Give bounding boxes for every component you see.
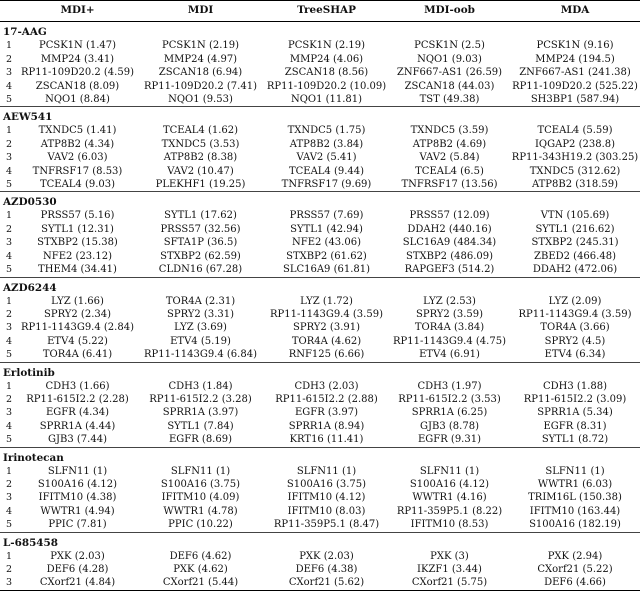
cell-mdi-oob: TCEAL4 (6.5) bbox=[415, 165, 484, 177]
cell-treeshap: ZSCAN18 (8.56) bbox=[284, 67, 369, 79]
cell-treeshap: SPRR1A (8.94) bbox=[288, 420, 365, 432]
cell-rank: 4 bbox=[5, 80, 13, 92]
cell-rank: 1 bbox=[5, 550, 13, 562]
cell-rank: 4 bbox=[5, 165, 13, 177]
cell-treeshap: MMP24 (4.06) bbox=[289, 53, 364, 65]
header-mdi-plus: MDI+ bbox=[18, 1, 137, 22]
cell-treeshap: IFITM10 (8.03) bbox=[287, 505, 366, 517]
cell-mdi: CLDN16 (67.28) bbox=[158, 264, 243, 276]
header-treeshap: TreeSHAP bbox=[264, 1, 389, 22]
cell-treeshap: ATP8B2 (3.84) bbox=[289, 138, 364, 150]
cell-mdi-oob: SPRR1A (6.25) bbox=[411, 407, 488, 419]
cell-rank: 1 bbox=[5, 125, 13, 137]
cell-treeshap: RNF125 (6.66) bbox=[288, 349, 365, 361]
cell-mdi: RP11-615I2.2 (3.28) bbox=[149, 393, 252, 405]
cell-mdi: TOR4A (2.31) bbox=[165, 295, 236, 307]
table-row bbox=[0, 308, 640, 321]
cell-mdi-oob: IKZF1 (3.44) bbox=[417, 564, 482, 575]
cell-treeshap: PRSS57 (7.69) bbox=[289, 210, 364, 222]
cell-rank: 2 bbox=[5, 53, 13, 65]
cell-mda: PXK (2.94) bbox=[547, 550, 603, 562]
cell-mdi: VAV2 (10.47) bbox=[167, 165, 234, 177]
cell-mdi-plus: S100A16 (4.12) bbox=[37, 478, 118, 490]
cell-rank: 5 bbox=[5, 179, 13, 191]
cell-mdi-plus: TCEAL4 (9.03) bbox=[39, 179, 116, 191]
group-label: Erlotinib bbox=[0, 362, 640, 380]
group-header-row bbox=[0, 192, 640, 210]
cell-mdi-plus: LYZ (1.66) bbox=[51, 295, 104, 307]
cell-treeshap: PCSK1N (2.19) bbox=[287, 40, 366, 52]
cell-mdi: SLFN11 (1) bbox=[170, 465, 231, 477]
cell-mdi-oob: TNFRSF17 (13.56) bbox=[401, 179, 498, 191]
header-mda: MDA bbox=[510, 1, 640, 22]
cell-rank: 3 bbox=[0, 576, 18, 590]
table-row bbox=[0, 576, 640, 590]
cell-mdi-oob: SLFN11 (1) bbox=[419, 465, 480, 477]
cell-rank: 1 bbox=[5, 210, 13, 222]
cell-mdi-oob: RP11-615I2.2 (3.53) bbox=[398, 393, 501, 405]
table-row bbox=[0, 209, 640, 222]
cell-mdi-plus: SPRY2 (2.34) bbox=[43, 308, 111, 320]
cell-mda: EGFR (8.31) bbox=[543, 420, 607, 432]
table-row bbox=[0, 151, 640, 164]
cell-treeshap: RP11-615I2.2 (2.88) bbox=[275, 393, 378, 405]
cell-mda: RP11-615I2.2 (3.09) bbox=[523, 393, 627, 405]
cell-mdi: PRSS57 (32.56) bbox=[160, 223, 241, 235]
cell-mdi: PXK (4.62) bbox=[173, 564, 228, 575]
cell-treeshap: SLC16A9 (61.81) bbox=[282, 264, 371, 276]
cell-mdi-oob: CDH3 (1.97) bbox=[417, 380, 482, 392]
cell-mdi-plus: CXorf21 (4.84) bbox=[18, 576, 137, 590]
cell-mda: CDH3 (1.88) bbox=[543, 380, 607, 392]
cell-mdi-plus: TOR4A (6.41) bbox=[42, 349, 113, 361]
cell-mda: VTN (105.69) bbox=[540, 210, 610, 222]
cell-mdi: ATP8B2 (8.38) bbox=[163, 152, 238, 164]
cell-treeshap: LYZ (1.72) bbox=[300, 295, 353, 307]
cell-rank: 4 bbox=[5, 505, 13, 517]
cell-mdi: SPRY2 (3.31) bbox=[166, 308, 234, 320]
table-row bbox=[0, 165, 640, 178]
cell-rank: 5 bbox=[5, 264, 13, 276]
cell-treeshap: DEF6 (4.38) bbox=[295, 564, 358, 575]
cell-treeshap: STXBP2 (61.62) bbox=[286, 250, 367, 262]
cell-rank: 4 bbox=[5, 250, 13, 262]
cell-mda: PCSK1N (9.16) bbox=[536, 40, 614, 52]
cell-mdi-plus: ETV4 (5.22) bbox=[47, 335, 108, 347]
table-row bbox=[0, 550, 640, 563]
cell-rank: 5 bbox=[5, 519, 13, 531]
cell-mda: SYTL1 (216.62) bbox=[535, 223, 615, 235]
cell-mdi-plus: NFE2 (23.12) bbox=[43, 250, 112, 262]
cell-mdi: DEF6 (4.62) bbox=[169, 550, 232, 562]
cell-mdi: ETV4 (5.19) bbox=[170, 335, 231, 347]
cell-treeshap: TXNDC5 (1.75) bbox=[287, 125, 366, 137]
cell-mda: ZBED2 (466.48) bbox=[534, 250, 616, 262]
table-row bbox=[0, 321, 640, 334]
cell-mdi: WWTR1 (4.78) bbox=[163, 505, 238, 517]
cell-treeshap: VAV2 (5.41) bbox=[296, 152, 357, 164]
cell-mda: IFITM10 (163.44) bbox=[529, 505, 621, 517]
cell-mdi: PLEKHF1 (19.25) bbox=[155, 179, 246, 191]
table-row bbox=[0, 93, 640, 107]
cell-mdi-oob: STXBP2 (486.09) bbox=[405, 250, 494, 262]
cell-mda: S100A16 (182.19) bbox=[529, 519, 621, 531]
cell-mda: RP11-343H19.2 (303.25) bbox=[511, 152, 639, 164]
table-row bbox=[0, 66, 640, 79]
cell-mdi-oob: DDAH2 (440.16) bbox=[407, 223, 492, 235]
cell-mda: SH3BP1 (587.94) bbox=[530, 94, 620, 106]
cell-mdi-oob: TOR4A (3.84) bbox=[414, 322, 485, 334]
cell-mda: TXNDC5 (312.62) bbox=[529, 165, 621, 177]
cell-mda: IQGAP2 (238.8) bbox=[534, 138, 616, 150]
table-row bbox=[0, 295, 640, 308]
table-row bbox=[0, 380, 640, 393]
cell-mdi-oob: RAPGEF3 (514.2) bbox=[404, 264, 495, 276]
table-body bbox=[0, 22, 640, 590]
table-row bbox=[0, 563, 640, 576]
cell-mdi-plus: NQO1 (8.84) bbox=[45, 94, 110, 106]
cell-mdi: SYTL1 (17.62) bbox=[164, 210, 237, 222]
cell-treeshap: TCEAL4 (9.44) bbox=[288, 165, 365, 177]
cell-mdi-oob: ZSCAN18 (44.03) bbox=[404, 80, 495, 92]
cell-treeshap: S100A16 (3.75) bbox=[286, 478, 367, 490]
cell-mdi-plus: WWTR1 (4.94) bbox=[40, 505, 115, 517]
cell-mda: RP11-1143G9.4 (3.59) bbox=[518, 308, 632, 320]
cell-mdi-oob: TXNDC5 (3.59) bbox=[410, 125, 489, 137]
cell-mdi-plus: SYTL1 (12.31) bbox=[41, 223, 114, 235]
cell-rank: 5 bbox=[5, 349, 13, 361]
cell-mdi-plus: SPRR1A (4.44) bbox=[39, 420, 116, 432]
table-row bbox=[0, 250, 640, 263]
cell-mdi-oob: WWTR1 (4.16) bbox=[412, 492, 487, 504]
cell-mdi-oob: S100A16 (4.12) bbox=[409, 478, 490, 490]
table-row bbox=[0, 223, 640, 236]
group-header-row bbox=[0, 22, 640, 40]
cell-mda: DEF6 (4.66) bbox=[510, 576, 640, 590]
cell-rank: 3 bbox=[5, 152, 13, 164]
cell-mdi: ZSCAN18 (6.94) bbox=[158, 67, 243, 79]
cell-mda: SYTL1 (8.72) bbox=[541, 434, 609, 446]
cell-treeshap: SYTL1 (42.94) bbox=[290, 223, 363, 235]
group-label: AZD0530 bbox=[0, 192, 640, 210]
cell-mda: TCEAL4 (5.59) bbox=[537, 125, 613, 137]
cell-mdi-oob: TST (49.38) bbox=[419, 94, 480, 106]
header-rank bbox=[0, 1, 18, 22]
cell-mdi-oob: ZNF667-AS1 (26.59) bbox=[396, 67, 503, 79]
cell-rank: 2 bbox=[5, 138, 13, 150]
table-row bbox=[0, 80, 640, 93]
cell-rank: 3 bbox=[5, 492, 13, 504]
cell-mdi: SPRR1A (3.97) bbox=[162, 407, 239, 419]
cell-treeshap: PXK (2.03) bbox=[299, 550, 354, 562]
table-row bbox=[0, 433, 640, 447]
cell-rank: 5 bbox=[5, 434, 13, 446]
group-header-row bbox=[0, 277, 640, 295]
cell-mda: TOR4A (3.66) bbox=[540, 322, 610, 334]
table-row bbox=[0, 518, 640, 532]
cell-treeshap: KRT16 (11.41) bbox=[289, 434, 364, 446]
cell-mdi: IFITM10 (4.09) bbox=[161, 492, 240, 504]
cell-mdi-plus: EGFR (4.34) bbox=[45, 407, 109, 419]
table-header bbox=[0, 1, 640, 22]
table-row bbox=[0, 53, 640, 66]
cell-treeshap: NQO1 (11.81) bbox=[290, 94, 363, 106]
cell-mdi: MMP24 (4.97) bbox=[163, 53, 238, 65]
cell-mdi-plus: TXNDC5 (1.41) bbox=[38, 125, 117, 137]
group-label: 17-AAG bbox=[3, 26, 47, 39]
cell-mdi: TCEAL4 (1.62) bbox=[162, 125, 239, 137]
cell-mda: SPRR1A (5.34) bbox=[537, 407, 613, 419]
cell-treeshap: TNFRSF17 (9.69) bbox=[281, 179, 372, 191]
cell-treeshap: TOR4A (4.62) bbox=[291, 335, 362, 347]
cell-treeshap: RP11-359P5.1 (8.47) bbox=[273, 519, 380, 531]
cell-mdi-plus: DEF6 (4.28) bbox=[46, 564, 109, 575]
cell-mdi: LYZ (3.69) bbox=[174, 322, 227, 334]
group-label: AZD6244 bbox=[0, 277, 640, 295]
cell-rank: 2 bbox=[5, 308, 13, 320]
cell-rank: 2 bbox=[5, 478, 13, 490]
cell-rank: 3 bbox=[5, 237, 13, 249]
cell-rank: 2 bbox=[5, 564, 13, 575]
cell-mda: RP11-109D20.2 (525.22) bbox=[512, 80, 638, 92]
group-header-row bbox=[0, 447, 640, 465]
cell-mda: DDAH2 (472.06) bbox=[532, 264, 618, 276]
cell-mdi-plus: SLFN11 (1) bbox=[47, 465, 108, 477]
cell-mdi-oob: SLC16A9 (484.34) bbox=[402, 237, 497, 249]
cell-mda: CXorf21 (5.22) bbox=[537, 564, 613, 575]
cell-rank: 2 bbox=[5, 393, 13, 405]
cell-mdi-plus: RP11-615I2.2 (2.28) bbox=[26, 393, 129, 405]
cell-mdi-plus: GJB3 (7.44) bbox=[48, 434, 107, 446]
cell-mdi-oob: PCSK1N (2.5) bbox=[414, 40, 485, 52]
group-header-row bbox=[0, 107, 640, 125]
cell-mdi-plus: ZSCAN18 (8.09) bbox=[35, 80, 120, 92]
cell-mdi-oob: ETV4 (6.91) bbox=[419, 349, 480, 361]
group-header-row bbox=[0, 362, 640, 380]
cell-mdi-plus: PCSK1N (1.47) bbox=[38, 40, 117, 52]
table-row bbox=[0, 335, 640, 348]
table-row bbox=[0, 465, 640, 478]
cell-treeshap: NFE2 (43.06) bbox=[292, 237, 361, 249]
cell-mdi-plus: RP11-1143G9.4 (2.84) bbox=[21, 322, 134, 334]
group-label: AEW541 bbox=[0, 107, 640, 125]
cell-mdi: PCSK1N (2.19) bbox=[161, 40, 240, 52]
cell-treeshap: RP11-1143G9.4 (3.59) bbox=[270, 308, 383, 320]
cell-mda: MMP24 (194.5) bbox=[535, 53, 615, 65]
header-mdi-oob: MDI-oob bbox=[389, 1, 510, 22]
header-mdi: MDI bbox=[137, 1, 264, 22]
cell-mdi-plus: VAV2 (6.03) bbox=[47, 152, 108, 164]
cell-mdi: RP11-1143G9.4 (6.84) bbox=[144, 349, 257, 361]
cell-rank: 1 bbox=[5, 380, 13, 392]
group-label: Irinotecan bbox=[0, 447, 640, 465]
cell-mdi-oob: GJB3 (8.78) bbox=[420, 420, 479, 432]
table-row bbox=[0, 178, 640, 192]
cell-mdi: RP11-109D20.2 (7.41) bbox=[144, 80, 257, 92]
cell-mdi-oob: VAV2 (5.84) bbox=[419, 152, 480, 164]
cell-mdi-oob: PRSS57 (12.09) bbox=[409, 210, 490, 222]
cell-treeshap: RP11-109D20.2 (10.09) bbox=[266, 80, 387, 92]
cell-mda: STXBP2 (245.31) bbox=[531, 237, 619, 249]
table-row bbox=[0, 263, 640, 277]
cell-mda: SLFN11 (1) bbox=[545, 465, 605, 477]
cell-mdi: PPIC (10.22) bbox=[168, 519, 233, 531]
table-row bbox=[0, 138, 640, 151]
cell-mdi-plus: PPIC (7.81) bbox=[48, 519, 107, 531]
table-row bbox=[0, 393, 640, 406]
group-label: L-685458 bbox=[0, 532, 640, 550]
table-row bbox=[0, 491, 640, 504]
cell-rank: 5 bbox=[5, 94, 13, 106]
cell-mdi-plus: IFITM10 (4.38) bbox=[38, 492, 117, 504]
group-header-row bbox=[0, 532, 640, 550]
cell-rank: 1 bbox=[5, 465, 13, 477]
cell-mdi-plus: PRSS57 (5.16) bbox=[40, 210, 115, 222]
cell-mda: ETV4 (6.34) bbox=[544, 349, 606, 361]
cell-mdi: EGFR (8.69) bbox=[168, 434, 232, 446]
cell-rank: 4 bbox=[5, 420, 13, 432]
cell-mdi-oob: LYZ (2.53) bbox=[423, 295, 476, 307]
cell-mdi-oob: PXK (3) bbox=[430, 550, 469, 562]
cell-rank: 3 bbox=[5, 67, 13, 79]
table-row bbox=[0, 420, 640, 433]
cell-rank: 4 bbox=[5, 335, 13, 347]
cell-mda: ATP8B2 (318.59) bbox=[531, 179, 619, 191]
table-row bbox=[0, 348, 640, 362]
cell-treeshap: EGFR (3.97) bbox=[294, 407, 358, 419]
cell-mda: TRIM16L (150.38) bbox=[528, 492, 622, 504]
cell-mda: ZNF667-AS1 (241.38) bbox=[519, 67, 631, 79]
cell-mdi-plus: MMP24 (3.41) bbox=[40, 53, 115, 65]
cell-mdi-oob: RP11-1143G9.4 (4.75) bbox=[393, 335, 506, 347]
table-row bbox=[0, 505, 640, 518]
cell-treeshap: SLFN11 (1) bbox=[296, 465, 357, 477]
cell-rank: 3 bbox=[5, 322, 13, 334]
cell-mdi-plus: RP11-109D20.2 (4.59) bbox=[21, 67, 134, 79]
cell-mdi-plus: CDH3 (1.66) bbox=[45, 380, 110, 392]
cell-mdi: CDH3 (1.84) bbox=[168, 380, 233, 392]
table-row bbox=[0, 406, 640, 419]
table-row bbox=[0, 478, 640, 491]
cell-mdi: SYTL1 (7.84) bbox=[167, 420, 234, 432]
cell-treeshap: SPRY2 (3.91) bbox=[292, 322, 360, 334]
cell-mdi-plus: THEM4 (34.41) bbox=[38, 264, 117, 276]
cell-treeshap: IFITM10 (4.12) bbox=[287, 492, 366, 504]
cell-mdi-oob: ATP8B2 (4.69) bbox=[412, 138, 487, 150]
cell-mdi-oob: EGFR (9.31) bbox=[417, 434, 481, 446]
cell-mdi: S100A16 (3.75) bbox=[160, 478, 241, 490]
cell-mdi: STXBP2 (62.59) bbox=[160, 250, 241, 262]
table-row bbox=[0, 124, 640, 137]
table-row bbox=[0, 39, 640, 52]
cell-rank: 2 bbox=[5, 223, 13, 235]
cell-mdi-oob: RP11-359P5.1 (8.22) bbox=[396, 505, 503, 517]
cell-mdi: NQO1 (9.53) bbox=[168, 94, 233, 106]
cell-mda: SPRY2 (4.5) bbox=[544, 335, 606, 347]
cell-mdi-oob: NQO1 (9.03) bbox=[417, 53, 482, 65]
cell-treeshap: CXorf21 (5.62) bbox=[264, 576, 389, 590]
cell-mdi-plus: PXK (2.03) bbox=[50, 550, 105, 562]
cell-mdi-oob: IFITM10 (8.53) bbox=[410, 519, 489, 531]
cell-rank: 1 bbox=[5, 295, 13, 307]
cell-mda: WWTR1 (6.03) bbox=[537, 478, 613, 490]
cell-mdi-plus: ATP8B2 (4.34) bbox=[40, 138, 115, 150]
cell-rank: 3 bbox=[5, 407, 13, 419]
cell-mdi: CXorf21 (5.44) bbox=[137, 576, 264, 590]
cell-mdi-oob: CXorf21 (5.75) bbox=[389, 576, 510, 590]
cell-rank: 1 bbox=[5, 40, 13, 52]
cell-mdi: SFTA1P (36.5) bbox=[163, 237, 238, 249]
header-row bbox=[0, 1, 640, 22]
table-row bbox=[0, 236, 640, 249]
cell-mdi-plus: STXBP2 (15.38) bbox=[37, 237, 118, 249]
cell-mda: LYZ (2.09) bbox=[548, 295, 602, 307]
cell-mdi: TXNDC5 (3.53) bbox=[161, 138, 240, 150]
cell-treeshap: CDH3 (2.03) bbox=[294, 380, 359, 392]
cell-mdi-oob: SPRY2 (3.59) bbox=[415, 308, 483, 320]
cell-mdi-plus: TNFRSF17 (8.53) bbox=[32, 165, 123, 177]
